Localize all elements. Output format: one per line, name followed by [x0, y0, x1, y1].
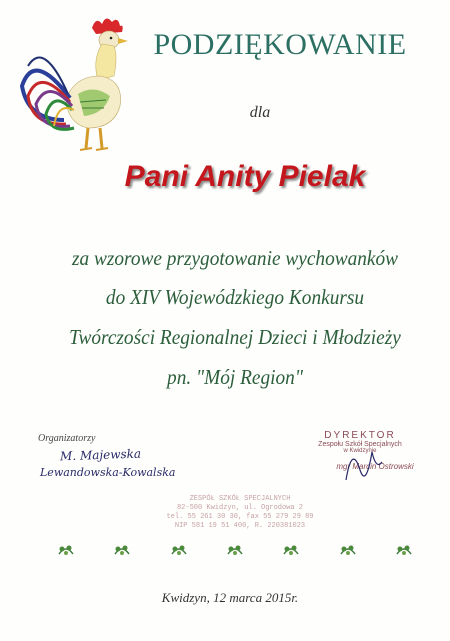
flower-ornament-row: [55, 542, 415, 558]
body-line-4: pn. "Mój Region": [167, 365, 303, 389]
flower-ornament-icon: [280, 542, 302, 558]
flower-ornament-icon: [168, 542, 190, 558]
school-stamp: [165, 495, 315, 531]
director-title: DYREKTOR: [324, 430, 396, 441]
school-stamp-line-4: NIP 581 19 51 400, R. 220381023: [174, 522, 306, 530]
flower-ornament-icon: [224, 542, 246, 558]
flower-ornament-icon: [55, 542, 77, 558]
recipient-name: Pani Anity Pielak: [124, 160, 366, 193]
organizers-label: Organizatorzy: [38, 433, 96, 444]
school-stamp-line-2: 82-500 Kwidzyn, ul. Ogrodowa 2: [176, 504, 304, 512]
director-signature-mark: [338, 440, 388, 490]
director-org: Zespołu Szkół Specjalnych: [318, 441, 402, 448]
director-name: mgr Marcin Ostrowski: [336, 462, 414, 471]
organizer-signature-2: Lewandowska-Kowalska: [40, 466, 176, 479]
for-label: dla: [249, 104, 271, 121]
school-stamp-line-1: ZESPÓŁ SZKÓŁ SPECJALNYCH: [189, 495, 291, 503]
director-city: w Kwidzynie: [343, 448, 377, 454]
flower-ornament-icon: [393, 542, 415, 558]
body-line-3: Twórczości Regionalnej Dzieci i Młodzieży: [69, 325, 401, 349]
body-line-2: do XIV Wojewódzkiego Konkursu: [105, 285, 365, 309]
organizer-signature-1: M. Majewska: [59, 446, 142, 464]
school-stamp-line-3: tel. 55 261 30 30, fax 55 279 29 89: [166, 513, 314, 521]
flower-ornament-icon: [337, 542, 359, 558]
certificate-title: PODZIĘKOWANIE: [153, 28, 407, 61]
body-line-1: za wzorowe przygotowanie wychowanków: [71, 246, 399, 270]
flower-ornament-icon: [111, 542, 133, 558]
rooster-illustration: [14, 10, 144, 160]
place-and-date: Kwidzyn, 12 marca 2015r.: [161, 590, 299, 605]
